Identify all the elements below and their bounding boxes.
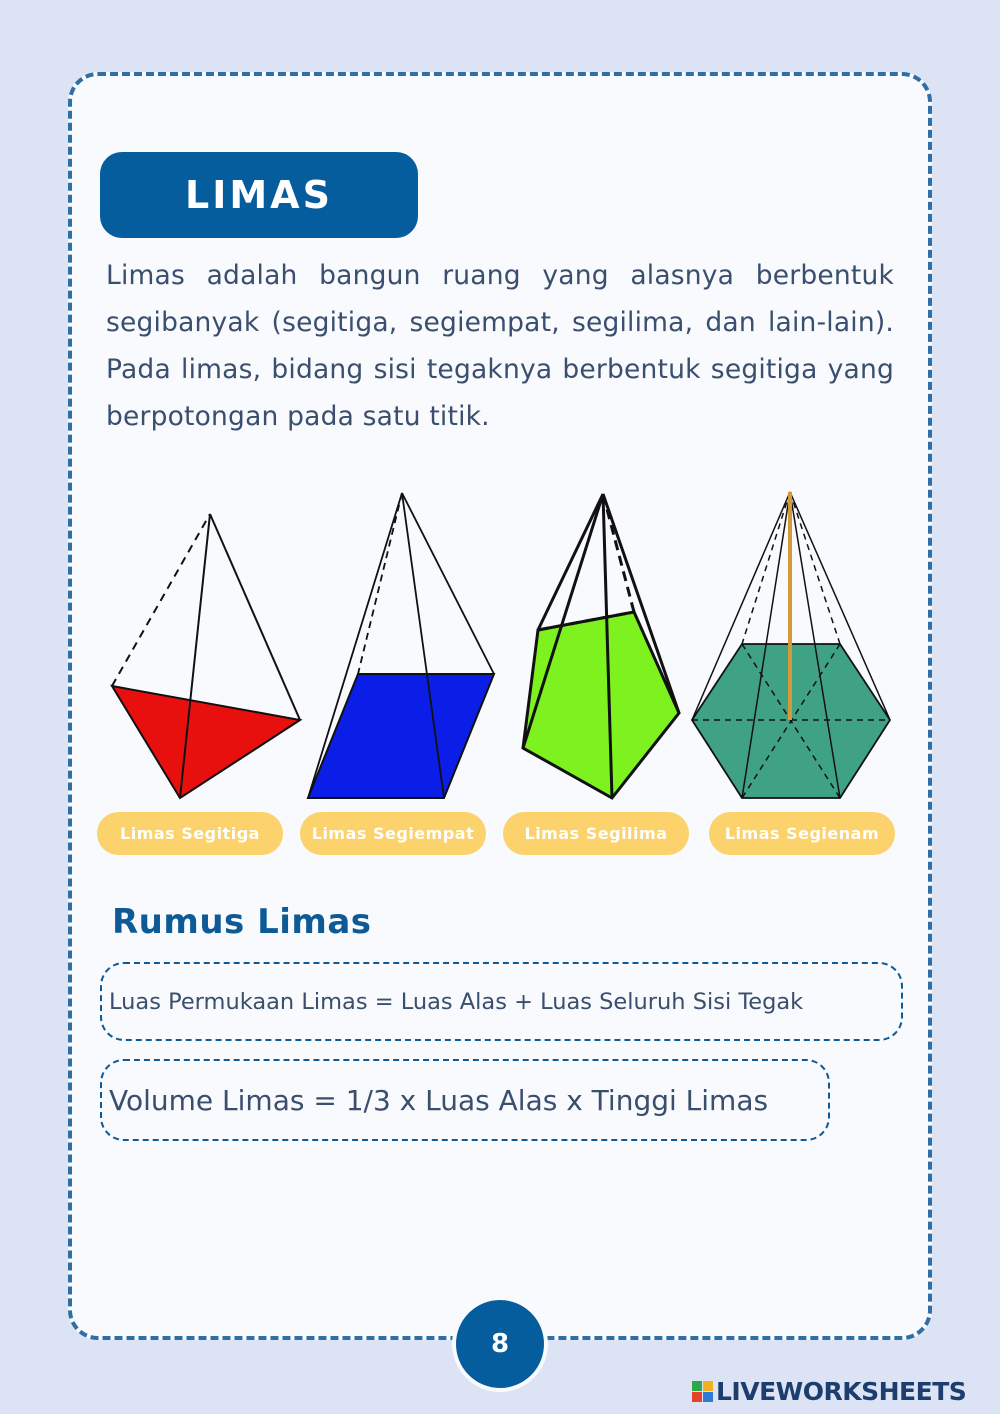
label-limas-segitiga: Limas Segitiga xyxy=(97,812,283,855)
volume-formula xyxy=(100,1059,830,1141)
pyramid-illustrations xyxy=(0,470,1000,810)
square-pyramid-figure xyxy=(308,493,494,798)
label-limas-segiempat: Limas Segiempat xyxy=(300,812,486,855)
liveworksheets-logo-icon xyxy=(692,1381,713,1402)
page-number: 8 xyxy=(452,1296,548,1392)
triangular-base xyxy=(112,686,300,798)
pentagon-base xyxy=(523,612,679,798)
surface-area-formula-text: Luas Permukaan Limas = Luas Alas + Luas Seluruh Sisi Tegak xyxy=(109,988,804,1015)
square-base xyxy=(308,674,494,798)
page-title: LIMAS xyxy=(100,152,418,238)
liveworksheets-text: LIVEWORKSHEETS xyxy=(716,1376,967,1406)
rumus-heading: Rumus Limas xyxy=(112,902,372,942)
triangular-pyramid-figure xyxy=(112,514,300,798)
label-limas-segilima: Limas Segilima xyxy=(503,812,689,855)
volume-formula-text: Volume Limas = 1/3 x Luas Alas x Tinggi Limas xyxy=(109,1083,769,1117)
liveworksheets-watermark xyxy=(692,1374,966,1408)
intro-paragraph: Limas adalah bangun ruang yang alasnya berbentuk segibanyak (segitiga, segiempat, segilima, dan lain-lain). Pada limas, bidang sisi tegaknya berbentuk segitiga yang berpotongan pada satu titik. xyxy=(106,260,894,432)
hexagonal-pyramid-figure xyxy=(692,492,890,798)
label-limas-segienam: Limas Segienam xyxy=(709,812,895,855)
surface-area-formula xyxy=(100,962,903,1041)
pentagonal-pyramid-figure xyxy=(523,494,679,798)
